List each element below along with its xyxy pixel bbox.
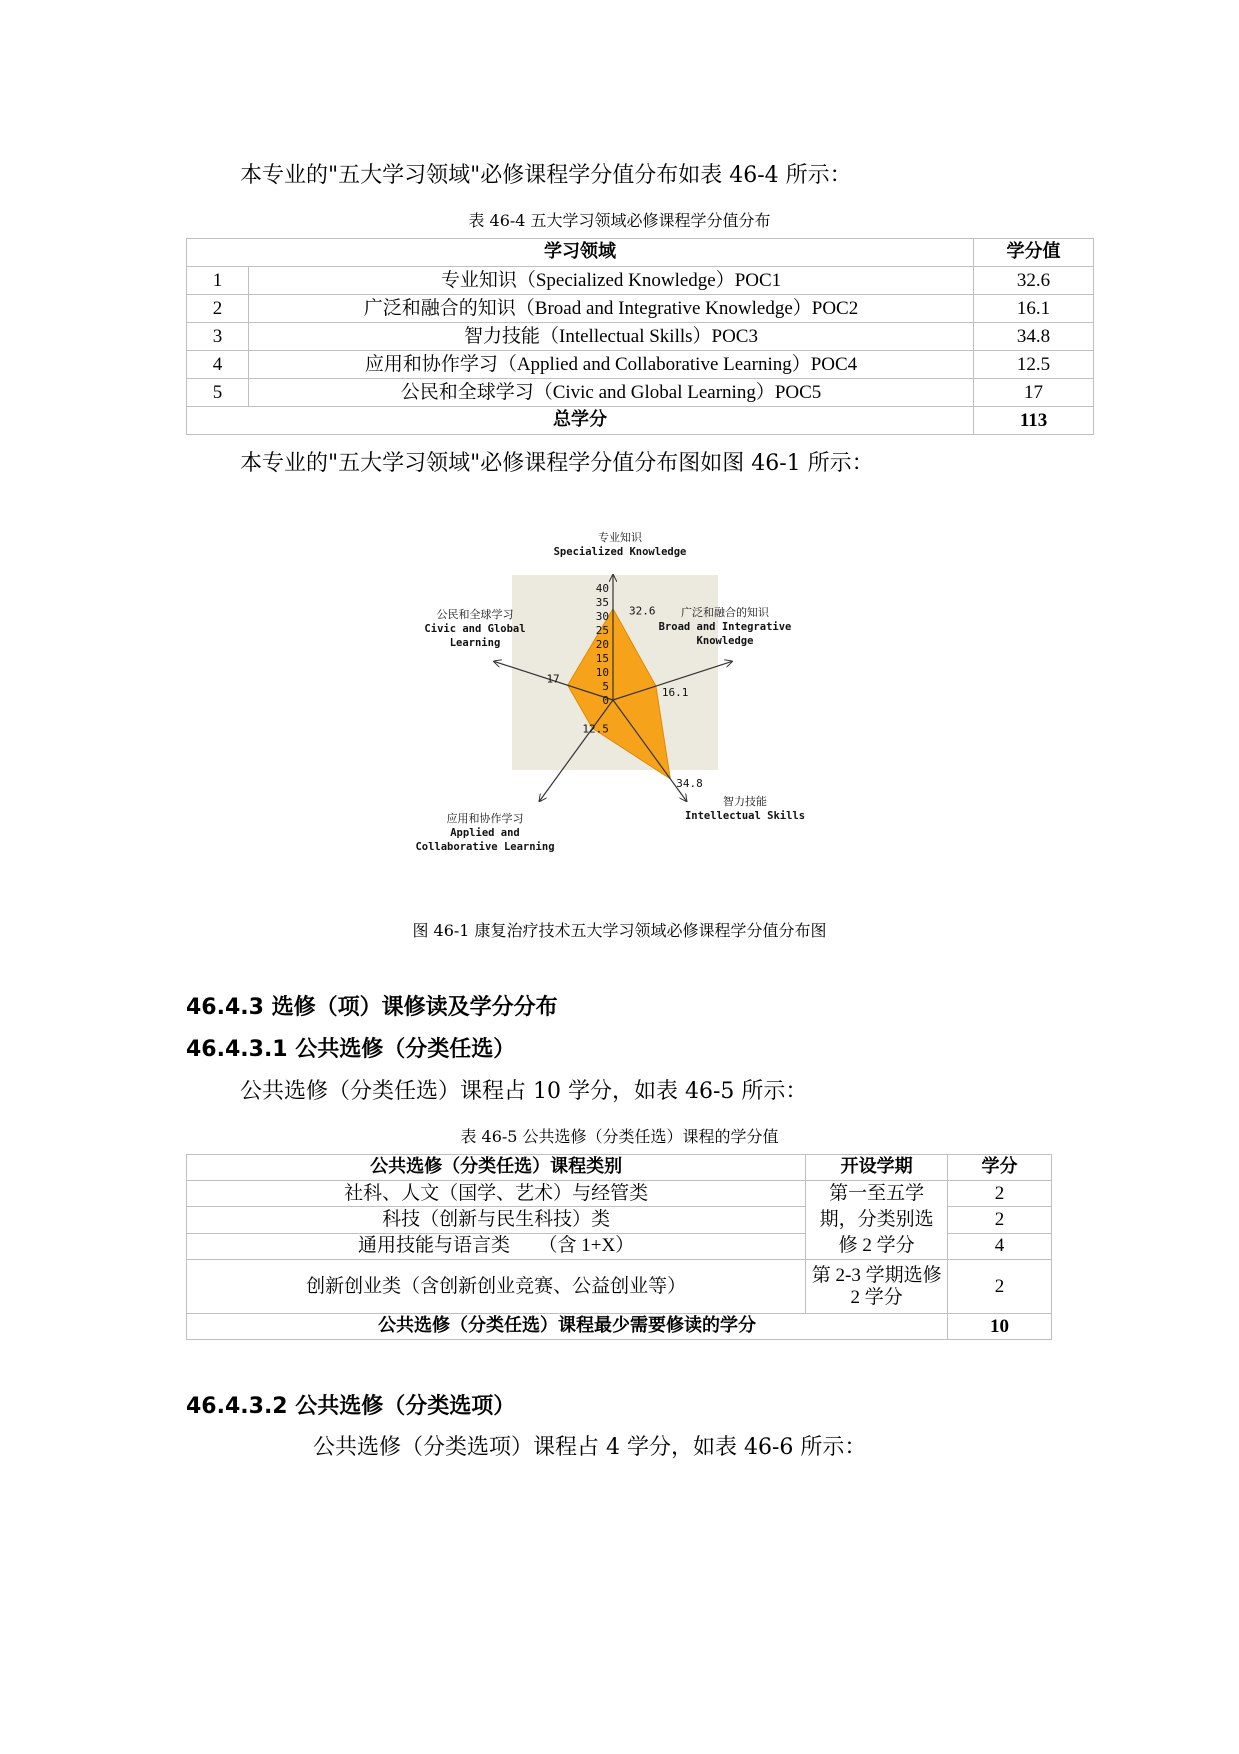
axis-label: 公民和全球学习 [436,608,514,621]
axis-label: Learning [449,637,501,649]
table-row [187,267,1094,295]
table2-caption: 表 46-5 公共选修（分类任选）课程的学分值 [460,1127,779,1146]
table-row [187,323,1094,351]
intro-paragraph: 本专业的"五大学习领域"必修课程学分值分布如表 46-4 所示： [240,163,852,188]
row-number: 5 [187,379,249,407]
minimum-credit-label: 公共选修（分类任选）课程最少需要修读的学分 [187,1314,948,1340]
axis-label: Broad and Integrative [658,621,792,633]
axis-label: Collaborative Learning [415,841,555,853]
radial-tick-label: 15 [595,652,609,665]
header-credit: 学分 [948,1155,1052,1181]
term-line: 第一至五学 [829,1183,925,1204]
axis-label: 专业知识 [598,531,642,544]
value-label: 34.8 [676,776,703,790]
public-option-paragraph: 公共选修（分类选项）课程占 4 学分，如表 46-6 所示： [313,1435,867,1460]
section-heading-46-4-3-1: 46.4.3.1 公共选修（分类任选） [186,1037,516,1062]
value-label: 16.1 [661,686,689,700]
credit-cell: 12.5 [974,351,1094,379]
credit-cell: 32.6 [974,267,1094,295]
axis-label: Specialized Knowledge [553,546,687,558]
row-number: 1 [187,267,249,295]
radial-tick-label: 25 [595,624,609,637]
radial-tick-label: 10 [595,666,609,679]
credit-cell: 2 [948,1181,1052,1207]
table-row [187,295,1094,323]
term-line: 第 2-3 学期选修 [811,1264,942,1286]
axis-label: 广泛和融合的知识 [681,606,769,619]
axis-label: Intellectual Skills [684,810,806,822]
domain-cell: 广泛和融合的知识（Broad and Integrative Knowledge）POC2 [248,295,973,323]
table1-caption: 表 46-4 五大学习领域必修课程学分值分布 [468,211,771,230]
radial-tick-label: 40 [595,582,609,595]
section-heading-46-4-3: 46.4.3 选修（项）课修读及学分分布 [186,995,558,1020]
header-credit-value: 学分值 [974,239,1094,267]
minimum-credit-value: 10 [948,1314,1052,1340]
domain-cell: 专业知识（Specialized Knowledge）POC1 [248,267,973,295]
credit-cell: 4 [948,1233,1052,1259]
row-number: 2 [187,295,249,323]
table-row [187,351,1094,379]
term-line: 期，分类别选 [819,1209,934,1230]
category-cell: 社科、人文（国学、艺术）与经管类 [187,1181,806,1207]
credit-cell: 17 [974,379,1094,407]
domain-cell: 应用和协作学习（Applied and Collaborative Learning）POC4 [248,351,973,379]
radial-tick-label: 20 [595,638,609,651]
axis-label: 应用和协作学习 [446,812,524,825]
total-credit-value: 113 [974,407,1094,435]
term-cell [806,1260,948,1314]
table-row [187,1181,1052,1207]
radial-tick-label: 30 [595,610,609,623]
radial-tick-label: 0 [602,694,609,707]
row-number: 4 [187,351,249,379]
domain-cell: 公民和全球学习（Civic and Global Learning）POC5 [248,379,973,407]
table-row [187,1260,1052,1314]
radial-tick-label: 35 [595,596,609,609]
figure-caption: 图 46-1 康复治疗技术五大学习领域必修课程学分值分布图 [412,921,827,940]
term-line: 修 2 学分 [838,1235,915,1256]
credit-cell: 34.8 [974,323,1094,351]
category-cell: 科技（创新与民生科技）类 [187,1207,806,1233]
axis-label: Knowledge [696,635,754,647]
credit-cell: 2 [948,1260,1052,1314]
table-row [187,379,1094,407]
total-credit-label: 总学分 [187,407,974,435]
value-label: 17 [546,672,560,686]
header-course-category: 公共选修（分类任选）课程类别 [187,1155,806,1181]
axis-label: 智力技能 [723,795,767,808]
credit-cell: 2 [948,1207,1052,1233]
value-label: 32.6 [629,604,656,618]
term-line: 2 学分 [850,1286,903,1308]
category-cell: 创新创业类（含创新创业竞赛、公益创业等） [187,1260,806,1314]
public-elective-credit-table [186,1154,1052,1340]
category-cell: 通用技能与语言类 （含 1+X） [187,1233,806,1259]
radar-chart [400,525,840,853]
domain-cell: 智力技能（Intellectual Skills）POC3 [248,323,973,351]
public-elective-paragraph: 公共选修（分类任选）课程占 10 学分，如表 46-5 所示： [240,1079,808,1104]
header-offered-term: 开设学期 [806,1155,948,1181]
section-heading-46-4-3-2: 46.4.3.2 公共选修（分类选项） [186,1394,516,1419]
credit-cell: 16.1 [974,295,1094,323]
row-number: 3 [187,323,249,351]
figure-intro-paragraph: 本专业的"五大学习领域"必修课程学分值分布图如图 46-1 所示： [240,451,874,476]
value-label: 12.5 [582,722,609,736]
term-merged-cell [806,1181,948,1260]
axis-label: Civic and Global [424,623,526,635]
learning-domain-credit-table [186,238,1094,435]
axis-label: Applied and [450,827,520,839]
radial-tick-label: 5 [602,680,609,693]
header-learning-domain: 学习领域 [187,239,974,267]
